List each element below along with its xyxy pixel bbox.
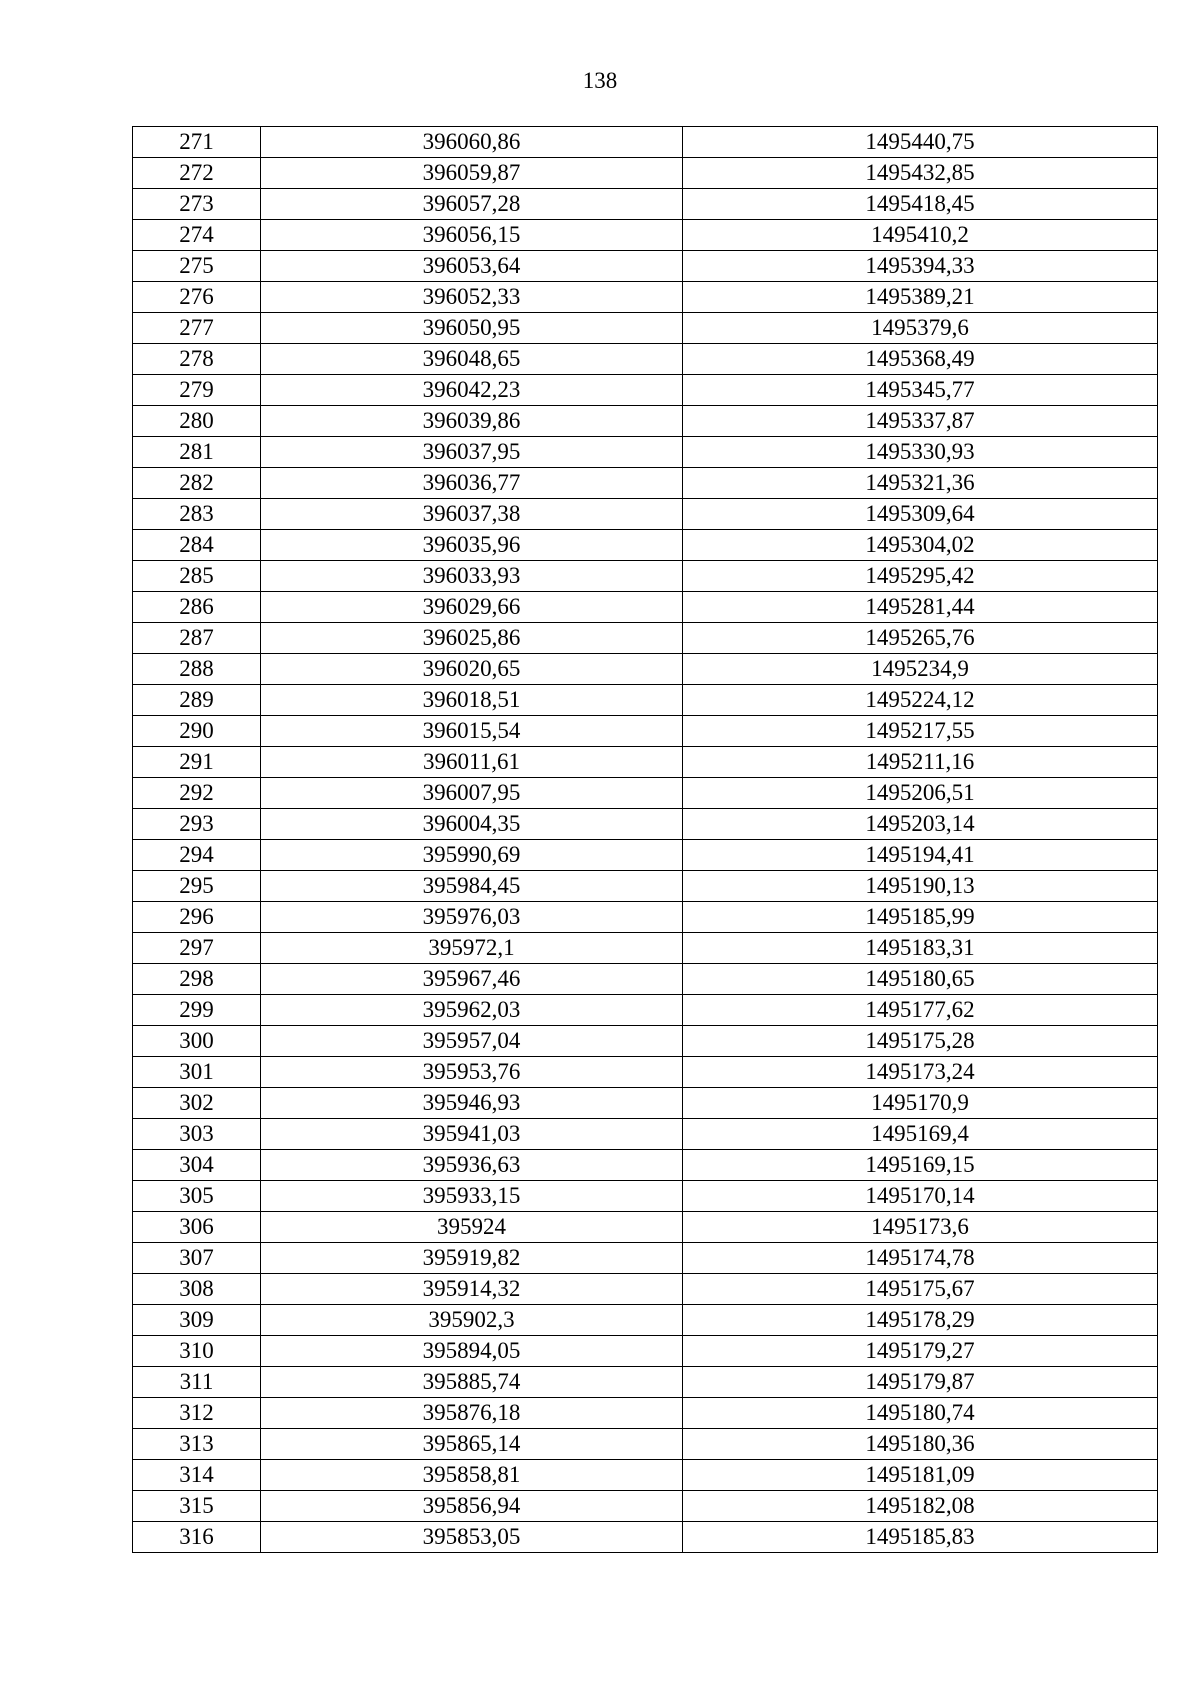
table-row: [133, 561, 1158, 592]
point-number-cell: 307: [133, 1243, 261, 1274]
table-row: [133, 933, 1158, 964]
table-row: [133, 468, 1158, 499]
table-row: [133, 313, 1158, 344]
table-row: [133, 1088, 1158, 1119]
y-coordinate-cell: 1495179,27: [683, 1336, 1158, 1367]
point-number-cell: 291: [133, 747, 261, 778]
y-coordinate-cell: 1495170,14: [683, 1181, 1158, 1212]
y-coordinate-cell: 1495224,12: [683, 685, 1158, 716]
point-number-cell: 308: [133, 1274, 261, 1305]
x-coordinate-cell: 396037,38: [261, 499, 683, 530]
y-coordinate-cell: 1495178,29: [683, 1305, 1158, 1336]
table-row: [133, 623, 1158, 654]
x-coordinate-cell: 396029,66: [261, 592, 683, 623]
x-coordinate-cell: 395919,82: [261, 1243, 683, 1274]
point-number-cell: 279: [133, 375, 261, 406]
point-number-cell: 316: [133, 1522, 261, 1553]
point-number-cell: 315: [133, 1491, 261, 1522]
table-row: [133, 1460, 1158, 1491]
x-coordinate-cell: 396015,54: [261, 716, 683, 747]
y-coordinate-cell: 1495180,65: [683, 964, 1158, 995]
table-row: [133, 1181, 1158, 1212]
y-coordinate-cell: 1495190,13: [683, 871, 1158, 902]
y-coordinate-cell: 1495203,14: [683, 809, 1158, 840]
table-row: [133, 220, 1158, 251]
point-number-cell: 306: [133, 1212, 261, 1243]
x-coordinate-cell: 395936,63: [261, 1150, 683, 1181]
table-row: [133, 809, 1158, 840]
x-coordinate-cell: 395990,69: [261, 840, 683, 871]
page-number: 138: [582, 68, 618, 93]
x-coordinate-cell: 395858,81: [261, 1460, 683, 1491]
y-coordinate-cell: 1495169,15: [683, 1150, 1158, 1181]
y-coordinate-cell: 1495182,08: [683, 1491, 1158, 1522]
point-number-cell: 277: [133, 313, 261, 344]
x-coordinate-cell: 396039,86: [261, 406, 683, 437]
table-row: [133, 530, 1158, 561]
point-number-cell: 301: [133, 1057, 261, 1088]
point-number-cell: 309: [133, 1305, 261, 1336]
table-row: [133, 995, 1158, 1026]
x-coordinate-cell: 395933,15: [261, 1181, 683, 1212]
table-row: [133, 871, 1158, 902]
x-coordinate-cell: 396011,61: [261, 747, 683, 778]
x-coordinate-cell: 396036,77: [261, 468, 683, 499]
point-number-cell: 283: [133, 499, 261, 530]
point-number-cell: 300: [133, 1026, 261, 1057]
x-coordinate-cell: 396059,87: [261, 158, 683, 189]
x-coordinate-cell: 396052,33: [261, 282, 683, 313]
point-number-cell: 310: [133, 1336, 261, 1367]
x-coordinate-cell: 396053,64: [261, 251, 683, 282]
y-coordinate-cell: 1495217,55: [683, 716, 1158, 747]
y-coordinate-cell: 1495174,78: [683, 1243, 1158, 1274]
x-coordinate-cell: 396020,65: [261, 654, 683, 685]
point-number-cell: 275: [133, 251, 261, 282]
point-number-cell: 285: [133, 561, 261, 592]
y-coordinate-cell: 1495410,2: [683, 220, 1158, 251]
point-number-cell: 302: [133, 1088, 261, 1119]
point-number-cell: 280: [133, 406, 261, 437]
coordinates-table: [132, 126, 1158, 1553]
point-number-cell: 312: [133, 1398, 261, 1429]
x-coordinate-cell: 396004,35: [261, 809, 683, 840]
y-coordinate-cell: 1495295,42: [683, 561, 1158, 592]
y-coordinate-cell: 1495177,62: [683, 995, 1158, 1026]
y-coordinate-cell: 1495169,4: [683, 1119, 1158, 1150]
x-coordinate-cell: 396025,86: [261, 623, 683, 654]
table-row: [133, 1057, 1158, 1088]
table-row: [133, 716, 1158, 747]
y-coordinate-cell: 1495179,87: [683, 1367, 1158, 1398]
y-coordinate-cell: 1495234,9: [683, 654, 1158, 685]
table-row: [133, 1026, 1158, 1057]
y-coordinate-cell: 1495185,83: [683, 1522, 1158, 1553]
y-coordinate-cell: 1495170,9: [683, 1088, 1158, 1119]
table-row: [133, 1491, 1158, 1522]
x-coordinate-cell: 395924: [261, 1212, 683, 1243]
point-number-cell: 296: [133, 902, 261, 933]
point-number-cell: 297: [133, 933, 261, 964]
table-row: [133, 840, 1158, 871]
y-coordinate-cell: 1495379,6: [683, 313, 1158, 344]
point-number-cell: 304: [133, 1150, 261, 1181]
point-number-cell: 284: [133, 530, 261, 561]
y-coordinate-cell: 1495211,16: [683, 747, 1158, 778]
x-coordinate-cell: 395976,03: [261, 902, 683, 933]
point-number-cell: 293: [133, 809, 261, 840]
y-coordinate-cell: 1495432,85: [683, 158, 1158, 189]
table-row: [133, 189, 1158, 220]
point-number-cell: 276: [133, 282, 261, 313]
point-number-cell: 281: [133, 437, 261, 468]
y-coordinate-cell: 1495180,74: [683, 1398, 1158, 1429]
point-number-cell: 292: [133, 778, 261, 809]
point-number-cell: 311: [133, 1367, 261, 1398]
y-coordinate-cell: 1495304,02: [683, 530, 1158, 561]
y-coordinate-cell: 1495337,87: [683, 406, 1158, 437]
point-number-cell: 294: [133, 840, 261, 871]
table-row: [133, 1398, 1158, 1429]
x-coordinate-cell: 395967,46: [261, 964, 683, 995]
x-coordinate-cell: 395865,14: [261, 1429, 683, 1460]
y-coordinate-cell: 1495180,36: [683, 1429, 1158, 1460]
x-coordinate-cell: 395856,94: [261, 1491, 683, 1522]
y-coordinate-cell: 1495281,44: [683, 592, 1158, 623]
table-row: [133, 1243, 1158, 1274]
y-coordinate-cell: 1495309,64: [683, 499, 1158, 530]
y-coordinate-cell: 1495175,28: [683, 1026, 1158, 1057]
y-coordinate-cell: 1495440,75: [683, 127, 1158, 158]
table-row: [133, 406, 1158, 437]
y-coordinate-cell: 1495418,45: [683, 189, 1158, 220]
table-row: [133, 158, 1158, 189]
x-coordinate-cell: 396042,23: [261, 375, 683, 406]
x-coordinate-cell: 396018,51: [261, 685, 683, 716]
x-coordinate-cell: 395957,04: [261, 1026, 683, 1057]
y-coordinate-cell: 1495173,24: [683, 1057, 1158, 1088]
x-coordinate-cell: 396035,96: [261, 530, 683, 561]
x-coordinate-cell: 396060,86: [261, 127, 683, 158]
table-row: [133, 1336, 1158, 1367]
table-body: [133, 127, 1158, 1553]
y-coordinate-cell: 1495185,99: [683, 902, 1158, 933]
table-row: [133, 127, 1158, 158]
table-row: [133, 964, 1158, 995]
point-number-cell: 286: [133, 592, 261, 623]
x-coordinate-cell: 396007,95: [261, 778, 683, 809]
x-coordinate-cell: 396050,95: [261, 313, 683, 344]
y-coordinate-cell: 1495183,31: [683, 933, 1158, 964]
x-coordinate-cell: 395972,1: [261, 933, 683, 964]
table-row: [133, 592, 1158, 623]
table-row: [133, 375, 1158, 406]
point-number-cell: 271: [133, 127, 261, 158]
x-coordinate-cell: 395962,03: [261, 995, 683, 1026]
table-row: [133, 1274, 1158, 1305]
y-coordinate-cell: 1495321,36: [683, 468, 1158, 499]
point-number-cell: 273: [133, 189, 261, 220]
table-row: [133, 654, 1158, 685]
x-coordinate-cell: 395853,05: [261, 1522, 683, 1553]
table-row: [133, 1119, 1158, 1150]
y-coordinate-cell: 1495265,76: [683, 623, 1158, 654]
x-coordinate-cell: 395914,32: [261, 1274, 683, 1305]
x-coordinate-cell: 395946,93: [261, 1088, 683, 1119]
x-coordinate-cell: 395984,45: [261, 871, 683, 902]
y-coordinate-cell: 1495368,49: [683, 344, 1158, 375]
y-coordinate-cell: 1495394,33: [683, 251, 1158, 282]
table-row: [133, 1150, 1158, 1181]
point-number-cell: 282: [133, 468, 261, 499]
table-row: [133, 1367, 1158, 1398]
x-coordinate-cell: 396048,65: [261, 344, 683, 375]
point-number-cell: 313: [133, 1429, 261, 1460]
x-coordinate-cell: 395885,74: [261, 1367, 683, 1398]
x-coordinate-cell: 395894,05: [261, 1336, 683, 1367]
point-number-cell: 287: [133, 623, 261, 654]
x-coordinate-cell: 395953,76: [261, 1057, 683, 1088]
y-coordinate-cell: 1495389,21: [683, 282, 1158, 313]
table-row: [133, 1212, 1158, 1243]
table-row: [133, 251, 1158, 282]
point-number-cell: 289: [133, 685, 261, 716]
table-row: [133, 282, 1158, 313]
y-coordinate-cell: 1495345,77: [683, 375, 1158, 406]
table-row: [133, 747, 1158, 778]
x-coordinate-cell: 396033,93: [261, 561, 683, 592]
point-number-cell: 299: [133, 995, 261, 1026]
point-number-cell: 295: [133, 871, 261, 902]
table-row: [133, 1305, 1158, 1336]
x-coordinate-cell: 396057,28: [261, 189, 683, 220]
table-row: [133, 1522, 1158, 1553]
point-number-cell: 274: [133, 220, 261, 251]
x-coordinate-cell: 396056,15: [261, 220, 683, 251]
y-coordinate-cell: 1495206,51: [683, 778, 1158, 809]
point-number-cell: 305: [133, 1181, 261, 1212]
point-number-cell: 278: [133, 344, 261, 375]
y-coordinate-cell: 1495173,6: [683, 1212, 1158, 1243]
point-number-cell: 314: [133, 1460, 261, 1491]
table-row: [133, 344, 1158, 375]
table-row: [133, 685, 1158, 716]
table-row: [133, 1429, 1158, 1460]
table-row: [133, 499, 1158, 530]
x-coordinate-cell: 395902,3: [261, 1305, 683, 1336]
y-coordinate-cell: 1495181,09: [683, 1460, 1158, 1491]
x-coordinate-cell: 396037,95: [261, 437, 683, 468]
x-coordinate-cell: 395876,18: [261, 1398, 683, 1429]
table-row: [133, 437, 1158, 468]
point-number-cell: 298: [133, 964, 261, 995]
point-number-cell: 288: [133, 654, 261, 685]
point-number-cell: 272: [133, 158, 261, 189]
point-number-cell: 303: [133, 1119, 261, 1150]
y-coordinate-cell: 1495175,67: [683, 1274, 1158, 1305]
table-row: [133, 902, 1158, 933]
table-row: [133, 778, 1158, 809]
x-coordinate-cell: 395941,03: [261, 1119, 683, 1150]
y-coordinate-cell: 1495194,41: [683, 840, 1158, 871]
y-coordinate-cell: 1495330,93: [683, 437, 1158, 468]
point-number-cell: 290: [133, 716, 261, 747]
